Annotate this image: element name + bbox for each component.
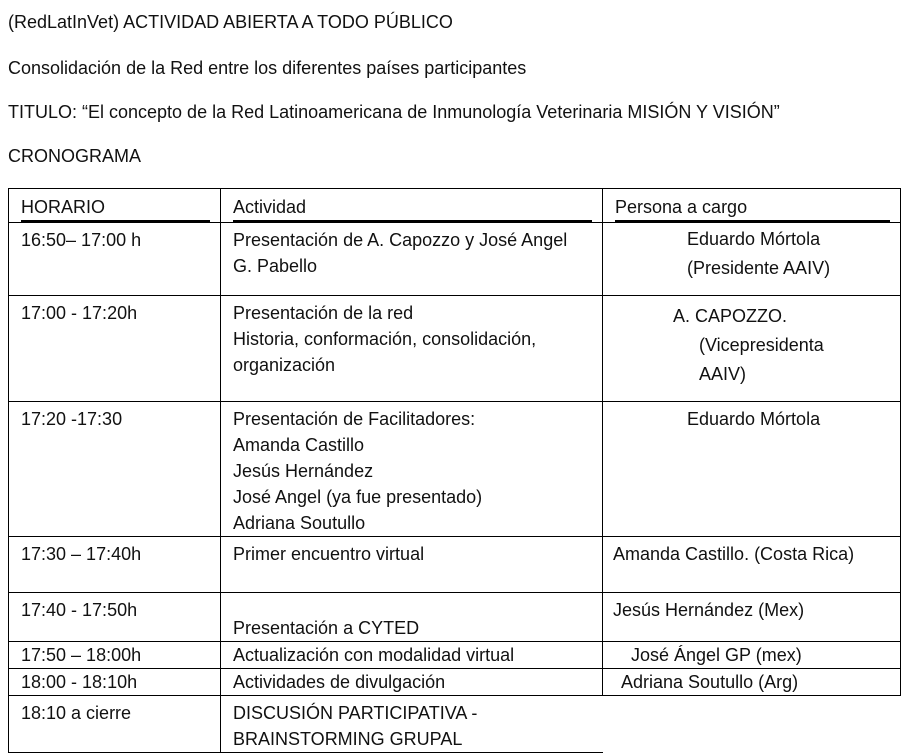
time-cell: 16:50– 17:00 h <box>9 223 221 296</box>
header-line-2: Consolidación de la Red entre los diferentes países participantes <box>8 58 527 78</box>
person-cell: Eduardo Mórtola (Presidente AAIV) <box>603 223 901 296</box>
time-cell: 17:00 - 17:20h <box>9 296 221 402</box>
table-row <box>9 696 901 753</box>
header-line-1: (RedLatInVet) ACTIVIDAD ABIERTA A TODO PÚBLICO <box>8 12 453 32</box>
schedule-table <box>8 188 901 753</box>
activity-cell: Actividades de divulgación <box>221 669 603 696</box>
person-cell: José Ángel GP (mex) <box>603 642 901 669</box>
person-cell: Adriana Soutullo (Arg) <box>603 669 901 696</box>
activity-cell: DISCUSIÓN PARTICIPATIVA - BRAINSTORMING GRUPAL <box>221 696 603 753</box>
person-cell: Eduardo Mórtola <box>603 402 901 537</box>
column-header: HORARIO <box>9 189 221 223</box>
person-cell: A. CAPOZZO. (Vicepresidenta AAIV) <box>603 296 901 402</box>
table-row <box>9 669 901 696</box>
table-row <box>9 223 901 296</box>
time-cell: 17:20 -17:30 <box>9 402 221 537</box>
section-heading: CRONOGRAMA <box>8 146 142 166</box>
activity-cell: Presentación a CYTED <box>221 593 603 642</box>
person-cell <box>603 696 901 753</box>
table-row <box>9 296 901 402</box>
table-row <box>9 537 901 593</box>
column-header: Actividad <box>221 189 603 223</box>
activity-cell: Presentación de A. Capozzo y José Angel G. Pabello <box>221 223 603 296</box>
time-cell: 17:50 – 18:00h <box>9 642 221 669</box>
time-cell: 18:10 a cierre <box>9 696 221 753</box>
time-cell: 17:40 - 17:50h <box>9 593 221 642</box>
time-cell: 17:30 – 17:40h <box>9 537 221 593</box>
person-cell: Jesús Hernández (Mex) <box>603 593 901 642</box>
activity-cell: Presentación de la red Historia, conformación, consolidación, organización <box>221 296 603 402</box>
activity-cell: Primer encuentro virtual <box>221 537 603 593</box>
table-row <box>9 642 901 669</box>
table-row <box>9 402 901 537</box>
activity-cell: Presentación de Facilitadores: Amanda Castillo Jesús Hernández José Angel (ya fue presentado) Adriana Soutullo <box>221 402 603 537</box>
person-cell: Amanda Castillo. (Costa Rica) <box>603 537 901 593</box>
table-row <box>9 593 901 642</box>
document-title: TITULO: “El concepto de la Red Latinoamericana de Inmunología Veterinaria MISIÓN Y VISIÓN” <box>8 102 780 122</box>
activity-cell: Actualización con modalidad virtual <box>221 642 603 669</box>
time-cell: 18:00 - 18:10h <box>9 669 221 696</box>
table-header-row <box>9 189 901 223</box>
column-header: Persona a cargo <box>603 189 901 223</box>
